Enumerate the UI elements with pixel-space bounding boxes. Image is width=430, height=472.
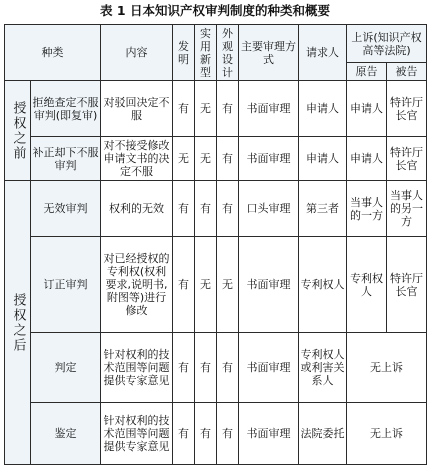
row-invention: 有 (173, 81, 195, 137)
row-requester: 法院委托 (299, 403, 347, 465)
row-requester: 申请人 (299, 81, 347, 137)
row-content: 对驳回决定不服 (101, 81, 173, 137)
row-type: 鉴定 (31, 403, 101, 465)
row-plaintiff: 申请人 (347, 81, 387, 137)
row-utility-model: 无 (195, 137, 217, 181)
header-trial-method: 主要审理方式 (239, 25, 299, 81)
row-requester: 申请人 (299, 137, 347, 181)
row-content: 对已经授权的专利权(权利要求,说明书,附图等)进行修改 (101, 237, 173, 333)
row-trial-method: 书面审理 (239, 81, 299, 137)
row-requester: 专利权人或利害关系人 (299, 333, 347, 403)
group-before-grant: 授权之前 (5, 81, 31, 181)
row-content: 权利的无效 (101, 181, 173, 237)
row-defendant: 特许厅长官 (387, 81, 427, 137)
header-requester: 请求人 (299, 25, 347, 81)
row-plaintiff: 当事人的一方 (347, 181, 387, 237)
header-plaintiff: 原告 (347, 63, 387, 81)
row-utility-model: 无 (195, 237, 217, 333)
row-trial-method: 口头审理 (239, 181, 299, 237)
row-invention: 有 (173, 237, 195, 333)
row-utility-model: 有 (195, 181, 217, 237)
row-utility-model: 有 (195, 403, 217, 465)
table-title: 表 1 日本知识产权审判制度的种类和概要 (100, 3, 330, 18)
row-invention: 有 (173, 181, 195, 237)
row-defendant: 当事人的另一方 (387, 181, 427, 237)
header-content: 内容 (101, 25, 173, 81)
header-design: 外观设计 (217, 25, 239, 81)
row-invention: 有 (173, 403, 195, 465)
row-requester: 第三者 (299, 181, 347, 237)
row-content: 对不接受修改申请文书的决定不服 (101, 137, 173, 181)
header-appeal: 上诉(知识产权高等法院) (347, 25, 427, 63)
header-utility-model: 实用新型 (195, 25, 217, 81)
row-design: 有 (217, 81, 239, 137)
row-type: 无效审判 (31, 181, 101, 237)
trial-system-table (4, 24, 427, 465)
row-design: 无 (217, 237, 239, 333)
row-trial-method: 书面审理 (239, 137, 299, 181)
row-design: 有 (217, 403, 239, 465)
header-invention: 发明 (173, 25, 195, 81)
row-defendant: 特许厅长官 (387, 237, 427, 333)
row-trial-method: 书面审理 (239, 333, 299, 403)
row-requester: 专利权人 (299, 237, 347, 333)
group-after-grant: 授权之后 (5, 181, 31, 465)
row-design: 有 (217, 181, 239, 237)
row-type: 补正却下不服审判 (31, 137, 101, 181)
row-trial-method: 书面审理 (239, 237, 299, 333)
row-type: 订正审判 (31, 237, 101, 333)
row-design: 有 (217, 333, 239, 403)
row-defendant: 特许厅长官 (387, 137, 427, 181)
row-appeal: 无上诉 (347, 403, 427, 465)
row-type: 判定 (31, 333, 101, 403)
row-appeal: 无上诉 (347, 333, 427, 403)
header-defendant: 被告 (387, 63, 427, 81)
row-content: 针对权利的技术范围等问题提供专家意见 (101, 333, 173, 403)
row-plaintiff: 申请人 (347, 137, 387, 181)
row-plaintiff: 专利权人 (347, 237, 387, 333)
row-invention: 无 (173, 137, 195, 181)
row-design: 有 (217, 137, 239, 181)
row-invention: 有 (173, 333, 195, 403)
row-trial-method: 书面审理 (239, 403, 299, 465)
row-utility-model: 有 (195, 333, 217, 403)
row-content: 针对权利的技术范围等问题提供专家意见 (101, 403, 173, 465)
row-type: 拒绝查定不服审判(即复审) (31, 81, 101, 137)
header-category: 种类 (5, 25, 101, 81)
row-utility-model: 无 (195, 81, 217, 137)
